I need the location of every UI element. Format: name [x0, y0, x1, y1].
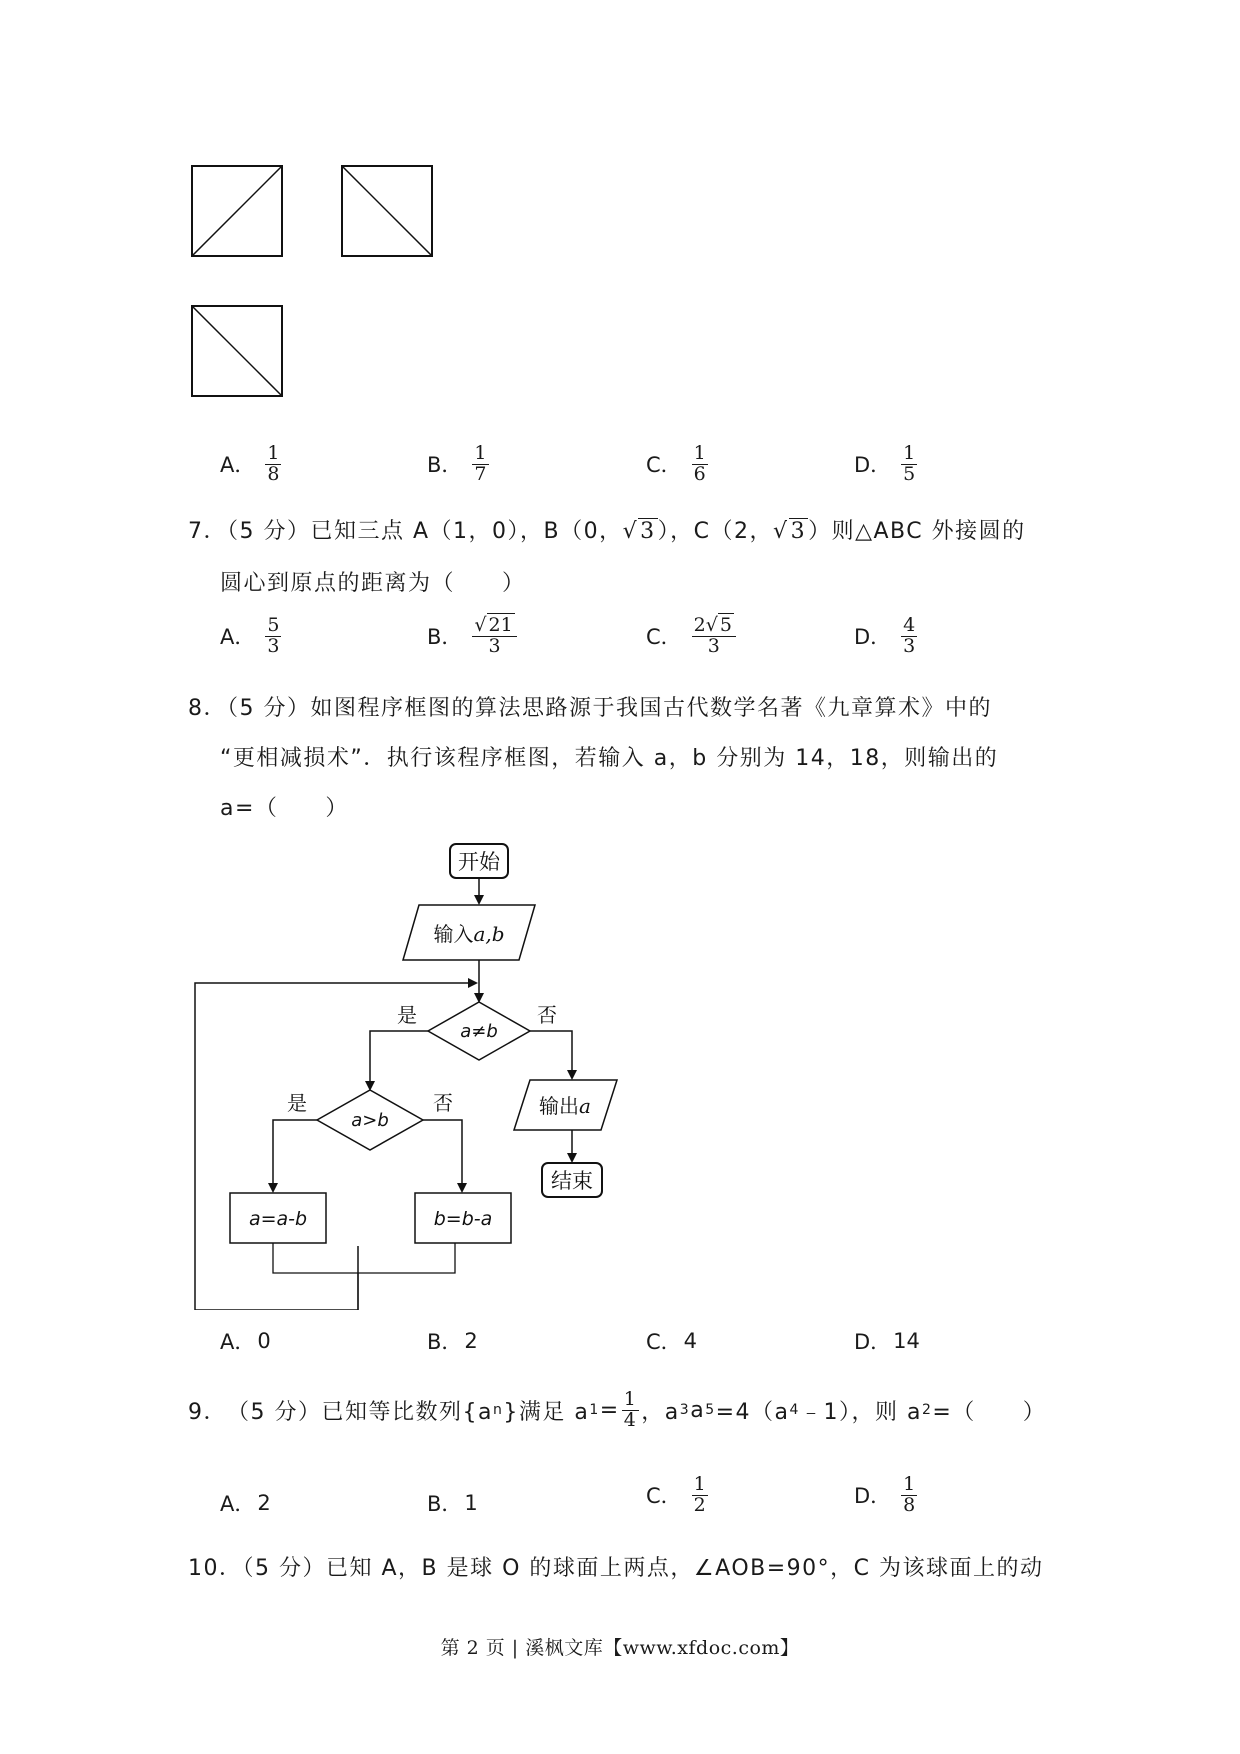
- option-fraction: $\frac{2√ 5}{3}$: [692, 616, 736, 657]
- q9-option-b[interactable]: B． 1: [427, 1491, 478, 1516]
- no-label: 否: [537, 1003, 557, 1027]
- option-label: A．: [220, 453, 256, 478]
- option-label: B．: [427, 625, 463, 650]
- q6-option-a[interactable]: [220, 444, 281, 485]
- q7-option-b[interactable]: [427, 616, 517, 657]
- option-fraction: $\frac{1}{5}$: [903, 442, 916, 485]
- sqrt-3: √3: [622, 519, 656, 544]
- option-fraction: $\frac{4}{3}$: [903, 614, 916, 657]
- page-footer: 第 2 页 | 溪枫文库【www.xfdoc.com】: [440, 1637, 800, 1659]
- input-label: 输入a,b: [433, 922, 505, 946]
- option-fraction: $\frac{1}{7}$: [474, 442, 487, 485]
- no-label: 否: [433, 1091, 453, 1115]
- option-fraction: $\frac{5}{3}$: [267, 614, 280, 657]
- option-label: D．: [854, 625, 892, 650]
- yes-label: 是: [397, 1003, 417, 1027]
- output-label: 输出a: [539, 1094, 591, 1118]
- start-label: 开始: [458, 850, 500, 874]
- assign-b-label: b=b-a: [433, 1208, 493, 1230]
- end-label: 结束: [551, 1169, 593, 1193]
- sqrt-3: √3: [773, 519, 807, 544]
- option-fraction: $\frac{1}{2}$: [693, 1473, 706, 1516]
- question-score: （5 分）: [242, 1556, 326, 1581]
- option-fraction: $\frac{1}{6}$: [693, 442, 706, 485]
- q6-option-d[interactable]: [854, 444, 917, 485]
- question-score: （5 分）: [227, 1399, 322, 1425]
- q9-option-a[interactable]: A． 2: [220, 1491, 271, 1516]
- option-fraction: $\frac{√ 21}{3}$: [472, 616, 516, 657]
- front-view: [192, 166, 282, 256]
- option-label: D．: [854, 1484, 892, 1509]
- condition-1-label: a≠b: [460, 1021, 498, 1042]
- q8-option-b[interactable]: B． 2: [427, 1329, 478, 1354]
- option-label: C．: [646, 453, 682, 478]
- q6-option-c[interactable]: [646, 444, 708, 485]
- q6-option-b[interactable]: [427, 444, 489, 485]
- assign-a-label: a=a-b: [248, 1208, 308, 1230]
- question-score: （5 分）: [227, 519, 311, 544]
- q7-option-c[interactable]: [646, 616, 736, 657]
- option-label: D．: [854, 453, 892, 478]
- q8-option-a[interactable]: A． 0: [220, 1329, 271, 1354]
- q8-line-2: “更相减损术”．执行该程序框图，若输入 a，b 分别为 14，18，则输出的: [220, 746, 999, 771]
- q7-option-a[interactable]: [220, 616, 281, 657]
- fraction-one-quarter: $\frac{1}{4}$: [623, 1388, 638, 1431]
- q9-option-d[interactable]: [854, 1475, 917, 1516]
- yes-label: 是: [287, 1091, 307, 1115]
- option-label: B．: [427, 453, 463, 478]
- q7-line-1: 7．（5 分）已知三点 A（1，0），B（0，√3），C（2，√3）则△ABC 外接圆的: [188, 519, 1026, 544]
- q8-option-d[interactable]: D． 14: [854, 1329, 920, 1354]
- sqrt-5: √ 5: [705, 614, 732, 636]
- q7-line-2: 圆心到原点的距离为（ ）: [220, 571, 526, 596]
- option-label: C．: [646, 1484, 682, 1509]
- question-number: 8．: [188, 696, 227, 721]
- option-label: C．: [646, 625, 682, 650]
- q7-option-d[interactable]: [854, 616, 917, 657]
- top-view: [192, 306, 282, 396]
- question-number: 10．: [188, 1556, 243, 1581]
- three-view-figure: [185, 160, 455, 410]
- question-number: 9．: [188, 1399, 227, 1425]
- q9-line-1: 9． （5 分） 已知等比数列{a n }满足 a 1 = $\frac{1}{4}$ ，a 3 a 5 =4（a 4 ﹣1），则 a 2 =（ ）: [188, 1388, 1047, 1431]
- question-number: 7．: [188, 519, 227, 544]
- program-flowchart: [185, 830, 645, 1310]
- option-label: A．: [220, 625, 256, 650]
- q8-line-3: a=（ ）: [220, 796, 349, 821]
- condition-2-label: a>b: [351, 1110, 389, 1131]
- q10-line-1: 10．（5 分）已知 A，B 是球 O 的球面上两点，∠AOB=90°，C 为该球面上的动: [188, 1556, 1044, 1581]
- sqrt-21: √ 21: [474, 614, 513, 636]
- option-fraction: $\frac{1}{8}$: [903, 1473, 916, 1516]
- side-view: [342, 166, 432, 256]
- q8-option-c[interactable]: C． 4: [646, 1329, 698, 1354]
- q9-option-c[interactable]: [646, 1475, 708, 1516]
- q8-line-1: 8．（5 分）如图程序框图的算法思路源于我国古代数学名著《九章算术》中的: [188, 696, 993, 721]
- option-fraction: $\frac{1}{8}$: [267, 442, 280, 485]
- question-score: （5 分）: [227, 696, 311, 721]
